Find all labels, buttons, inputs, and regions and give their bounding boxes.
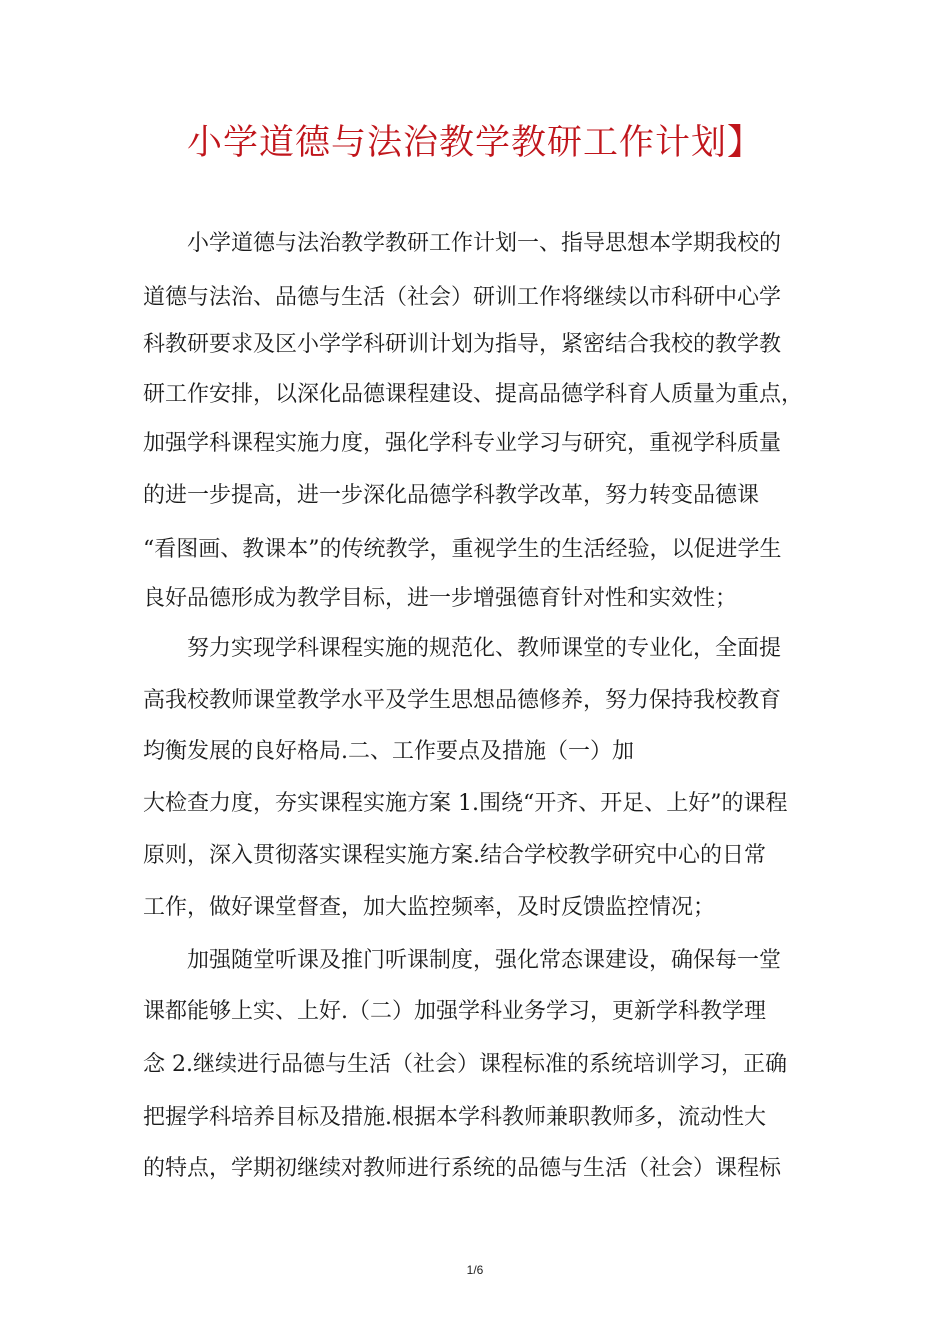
body-text-line: 大检查力度，夯实课程实施方案 1.围绕“开齐、开足、上好”的课程: [143, 791, 788, 816]
body-text-line: 加强随堂听课及推门听课制度，强化常态课建设，确保每一堂: [187, 948, 782, 973]
body-text-line: “看图画、教课本”的传统教学，重视学生的生活经验，以促进学生: [143, 537, 782, 562]
body-text-line: 把握学科培养目标及措施.根据本学科教师兼职教师多，流动性大: [143, 1105, 766, 1130]
body-text-line: 均衡发展的良好格局.二、工作要点及措施（一）加: [143, 739, 634, 764]
body-text-line: 道德与法治、品德与生活（社会）研训工作将继续以市科研中心学: [143, 285, 782, 310]
body-text-line: 工作，做好课堂督查，加大监控频率，及时反馈监控情况；: [143, 895, 716, 920]
body-text-line: 高我校教师课堂教学水平及学生思想品德修养，努力保持我校教育: [143, 688, 782, 713]
body-text-line: 科教研要求及区小学学科研训计划为指导，紧密结合我校的教学教: [143, 332, 782, 357]
body-text-line: 的特点，学期初继续对教师进行系统的品德与生活（社会）课程标: [143, 1156, 782, 1181]
body-text-line: 良好品德形成为教学目标，进一步增强德育针对性和实效性；: [143, 586, 738, 611]
page-number: 1/6: [466, 1263, 484, 1277]
body-text-line: 小学道德与法治教学教研工作计划一、指导思想本学期我校的: [187, 231, 782, 256]
body-text-line: 的进一步提高，进一步深化品德学科教学改革，努力转变品德课: [143, 483, 760, 508]
body-text-line: 念 2.继续进行品德与生活（社会）课程标准的系统培训学习，正确: [143, 1052, 787, 1077]
body-text-line: 研工作安排，以深化品德课程建设、提高品德学科育人质量为重点，: [143, 382, 804, 407]
body-text-line: 努力实现学科课程实施的规范化、教师课堂的专业化，全面提: [187, 636, 782, 661]
body-text-line: 原则，深入贯彻落实课程实施方案.结合学校教学研究中心的日常: [143, 843, 766, 868]
body-text-line: 课都能够上实、上好.（二）加强学科业务学习，更新学科教学理: [143, 999, 766, 1024]
body-text-line: 加强学科课程实施力度，强化学科专业学习与研究，重视学科质量: [143, 431, 782, 456]
document-title: 小学道德与法治教学教研工作计划】: [186, 123, 763, 163]
